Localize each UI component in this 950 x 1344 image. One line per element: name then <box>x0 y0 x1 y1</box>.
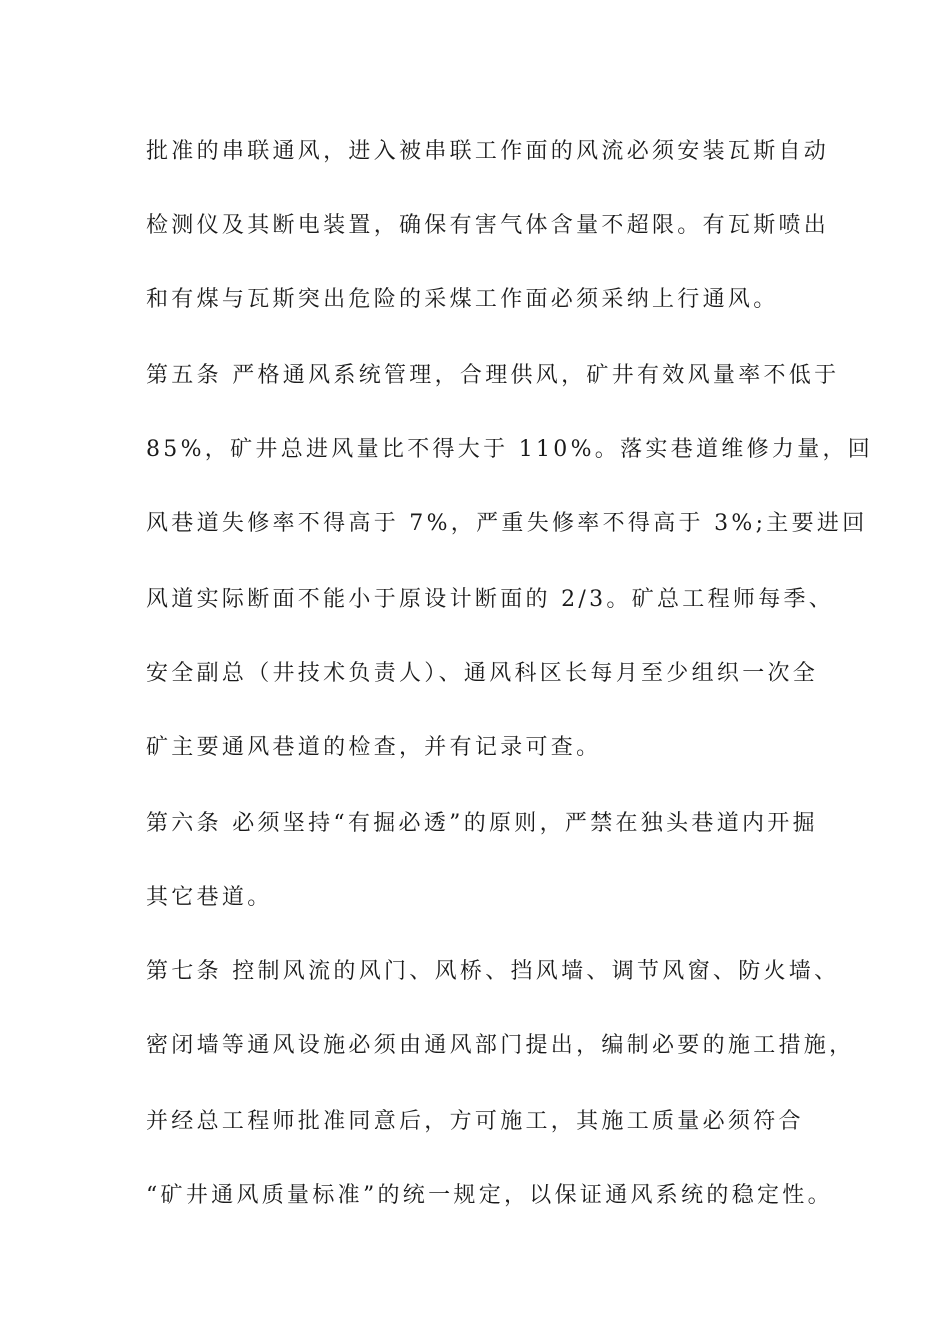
text-line-6: 风巷道失修率不得高于 7%，严重失修率不得高于 3%;主要进回 <box>146 511 868 536</box>
text-line-11: 其它巷道。 <box>146 885 273 910</box>
text-line-9: 矿主要通风巷道的检查，并有记录可查。 <box>146 735 602 760</box>
text-line-3: 和有煤与瓦斯突出危险的采煤工作面必须采纳上行通风。 <box>146 287 779 312</box>
text-line-12: 第七条 控制风流的风门、风桥、挡风墙、调节风窗、防火墙、 <box>146 959 840 984</box>
text-line-13: 密闭墙等通风设施必须由通风部门提出，编制必要的施工措施， <box>146 1033 855 1058</box>
text-line-10: 第六条 必须坚持“有掘必透”的原则，严禁在独头巷道内开掘 <box>146 811 818 836</box>
text-line-4: 第五条 严格通风系统管理，合理供风，矿井有效风量率不低于 <box>146 363 840 388</box>
text-line-1: 批准的串联通风，进入被串联工作面的风流必须安装瓦斯自动 <box>146 139 830 164</box>
text-line-5: 85%，矿井总进风量比不得大于 110%。落实巷道维修力量，回 <box>146 437 874 462</box>
text-line-14: 并经总工程师批准同意后，方可施工，其施工质量必须符合 <box>146 1109 804 1134</box>
text-line-8: 安全副总（井技术负责人）、通风科区长每月至少组织一次全 <box>146 661 819 686</box>
text-line-7: 风道实际断面不能小于原设计断面的 2/3。矿总工程师每季、 <box>146 587 835 612</box>
text-line-15: “矿井通风质量标准”的统一规定，以保证通风系统的稳定性。 <box>146 1183 833 1208</box>
text-line-2: 检测仪及其断电装置，确保有害气体含量不超限。有瓦斯喷出 <box>146 213 830 238</box>
